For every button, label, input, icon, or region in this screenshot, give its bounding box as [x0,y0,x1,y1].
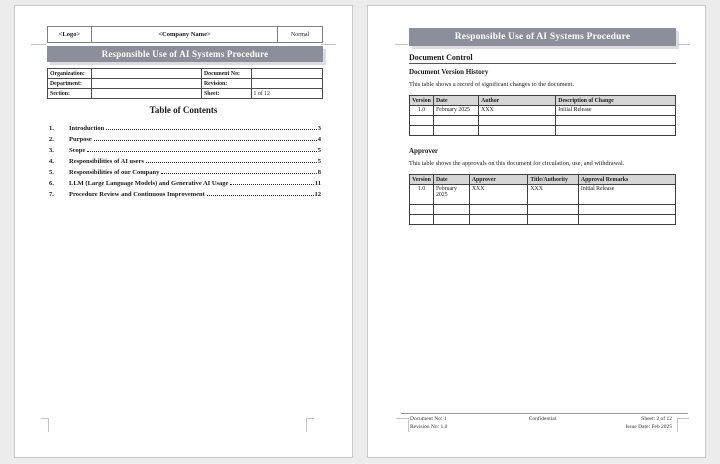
text-boundary-mark [408,418,409,432]
table-cell [469,215,528,225]
table-cell: February 2025 [433,106,478,116]
column-header: Version [410,175,434,185]
toc-title: LLM (Large Language Models) and Generative AI Usage [69,180,229,187]
toc-entry-introduction[interactable] [49,121,321,132]
table-row [48,89,323,99]
header-boundary-mark-right [321,44,336,45]
toc-dot-leader [106,129,316,130]
table-cell [556,116,676,126]
footer-sheet-info [625,415,672,431]
header-boundary-mark-left [31,44,46,45]
heading-rule [409,63,676,64]
footer-sheet: Sheet: 2 of 12 [641,416,672,422]
version-history-table [409,95,676,136]
table-cell [410,205,434,215]
table-cell [433,126,478,136]
column-header: Author [479,96,556,106]
table-cell [433,116,478,126]
header-boundary-mark-left [395,44,408,45]
toc-number: 7. [49,191,54,198]
info-value: 1 of 12 [251,89,323,99]
document-title-bar: Responsible Use of AI Systems Procedure [47,46,323,62]
toc-page-number: 5 [317,147,321,154]
footer-issue-date: Issue Date: Feb 2025 [625,424,672,430]
logo-placeholder: <Logo> [48,27,92,42]
column-header: Date [433,96,478,106]
company-name-placeholder: <Company Name> [92,27,278,42]
info-value [251,79,323,89]
toc-entry-scope[interactable] [49,143,321,154]
toc-entry-llm-genai-usage[interactable] [49,176,321,187]
table-cell [578,215,675,225]
toc-number: 2. [49,136,54,143]
table-cell: XXX [479,106,556,116]
toc-page-number: 4 [317,136,321,143]
toc-number: 4. [49,158,54,165]
info-label: Sheet: [202,89,252,99]
table-cell: XXX [469,185,528,205]
text-boundary-mark [306,418,314,419]
toc-title: Responsibilities of our Company [69,169,160,176]
info-label: Revision: [202,79,252,89]
column-header: Approver [469,175,528,185]
header-logo-table [47,26,323,43]
toc-entry-procedure-review[interactable] [49,187,321,198]
table-row [410,205,676,215]
toc-number: 5. [49,169,54,176]
table-cell [578,205,675,215]
header-boundary-mark-right [677,44,690,45]
table-cell [469,205,528,215]
footer-rule [401,413,688,414]
toc-dot-leader [146,162,317,163]
table-header-row [410,175,676,185]
info-value [92,69,202,79]
approver-description: This table shows the approvals on this document for circulation, use, and withdrawal. [409,160,625,167]
table-cell: February 2025 [433,185,469,205]
table-cell [410,215,434,225]
column-header: Version [410,96,434,106]
table-cell: 1.0 [410,185,434,205]
table-row [410,126,676,136]
toc-title: Responsibilities of AI users [69,158,144,165]
table-row [410,185,676,205]
toc-entry-purpose[interactable] [49,132,321,143]
subheading-approver: Approver [409,147,439,155]
table-cell [479,116,556,126]
document-info-table [47,68,323,99]
table-cell [410,126,434,136]
approver-table [409,174,676,225]
column-header: Description of Change [556,96,676,106]
info-value [251,69,323,79]
subheading-version-history: Document Version History [409,68,489,76]
toc-heading: Table of Contents [149,105,218,115]
table-cell [410,116,434,126]
info-value [92,79,202,89]
table-cell: Initial Release [556,106,676,116]
table-cell [528,215,579,225]
toc-title: Scope [69,147,86,154]
footer-confidential-label: Confidential [528,416,557,422]
table-cell: 1.0 [410,106,434,116]
text-boundary-mark [48,418,49,432]
document-page-1 [14,5,353,458]
toc-page-number: 3 [317,125,321,132]
table-of-contents [49,121,321,198]
table-cell: XXX [528,185,579,205]
toc-entry-responsibilities-ai-users[interactable] [49,154,321,165]
toc-entry-responsibilities-company[interactable] [49,165,321,176]
column-header: Approval Remarks [578,175,675,185]
info-label: Department: [48,79,92,89]
text-boundary-mark [396,418,408,419]
table-row [410,215,676,225]
info-label: Document No: [202,69,252,79]
column-header: Title/Authority [528,175,579,185]
footer-doc-no: Document No: 1 [410,416,447,422]
info-label: Organization: [48,69,92,79]
toc-page-number: 5 [317,158,321,165]
column-header: Date [433,175,469,185]
toc-number: 1. [49,125,54,132]
toc-title: Purpose [69,136,92,143]
table-row [48,79,323,89]
footer-revision-no: Revision No: 1.0 [410,424,448,430]
toc-page-number: 8 [317,169,321,176]
toc-title: Introduction [69,125,105,132]
text-boundary-mark [677,418,689,419]
document-page-2 [367,5,706,458]
table-row [410,116,676,126]
classification-badge: Normal [290,31,310,38]
toc-dot-leader [87,151,317,152]
table-cell [479,126,556,136]
toc-page-number: 11 [314,180,321,187]
table-cell [433,205,469,215]
version-history-description: This table shows a record of significant changes to the document. [409,81,574,88]
toc-dot-leader [161,173,316,174]
table-cell: Initial Release [578,185,675,205]
text-boundary-mark [677,418,678,432]
table-cell [433,215,469,225]
text-boundary-mark [306,418,307,432]
info-value [92,89,202,99]
toc-number: 6. [49,180,54,187]
toc-dot-leader [230,184,313,185]
table-row [48,69,323,79]
table-header-row [410,96,676,106]
document-title-bar: Responsible Use of AI Systems Procedure [409,28,676,46]
toc-number: 3. [49,147,54,154]
toc-dot-leader [94,140,317,141]
toc-page-number: 12 [314,191,321,198]
info-label: Section: [48,89,92,99]
section-heading-document-control: Document Control [409,53,473,62]
toc-title: Procedure Review and Continuous Improvement [69,191,205,198]
table-row [410,106,676,116]
toc-dot-leader [207,195,314,196]
table-cell [556,126,676,136]
table-cell [528,205,579,215]
